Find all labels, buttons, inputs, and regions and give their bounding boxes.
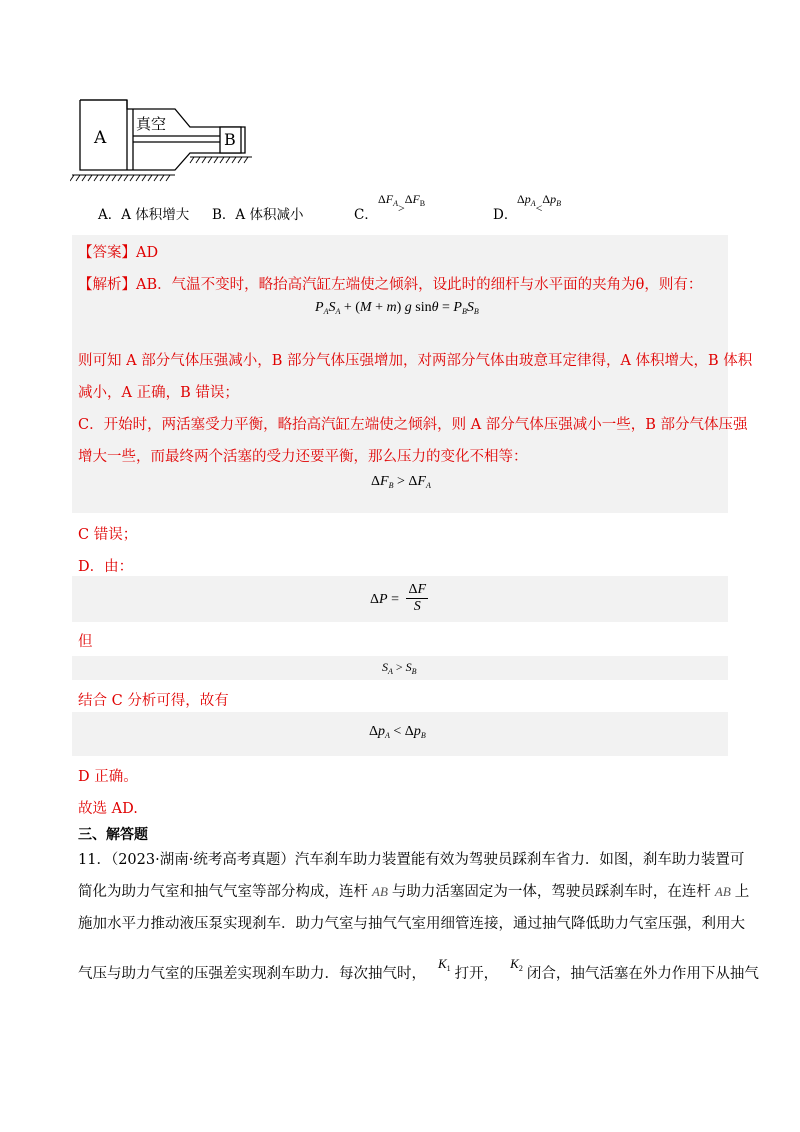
option-c (354, 203, 378, 223)
option-d-prefix: D． (493, 207, 518, 223)
equation-4: $S_A > S_B$ (382, 660, 417, 676)
option-b: B．A 体积减小 (212, 207, 304, 223)
analysis-line-2: 则可知 A 部分气体压强减小，B 部分气体压强增加，对两部分气体由玻意耳定律得，A 体积增大，B 体积 (78, 353, 753, 369)
equation-3: ΔP = $\frac{\Delta F}{S}$ (370, 582, 427, 614)
answer-text: 【答案】AD (78, 245, 159, 261)
choose-text: 故选 AD. (78, 801, 138, 817)
combine-text: 结合 C 分析可得，故有 (78, 693, 229, 709)
option-a: A．A 体积增大 (98, 207, 190, 223)
valve-k2-label: $K_2$ (510, 956, 523, 973)
q11-line-2-a: 简化为助力气室和抽气气室等部分构成，连杆 (78, 884, 368, 900)
rod-ab-label: AB (372, 884, 388, 899)
q11-line-2-c: 上 (734, 884, 750, 900)
figure-label-b: B (224, 130, 236, 149)
option-c-formula: $\Delta F_A>\Delta F_B$ (378, 192, 426, 215)
option-c-prefix: C． (354, 207, 378, 223)
q11-line-1: 11．（2023·湖南·统考高考真题）汽车刹车助力装置能有效为驾驶员踩刹车省力．如图，刹车助力装置可 (78, 852, 745, 868)
analysis-line-5: 增大一些，而最终两个活塞的受力还要平衡，那么压力的变化不相等： (78, 449, 528, 465)
q11-line-3: 施加水平力推动液压泵实现刹车．助力气室与抽气气室用细管连接，通过抽气降低助力气室压强，利用大 (78, 916, 745, 932)
figure-label-vacuum: 真空 (136, 115, 167, 133)
figure-label-a: A (94, 128, 107, 148)
section-title: 三、解答题 (78, 827, 148, 843)
analysis-line-1: 【解析】AB．气温不变时，略抬高汽缸左端使之倾斜，设此时的细杆与水平面的夹角为θ，则有： (78, 277, 703, 293)
q11-line-4-a: 气压与助力气室的压强差实现刹车助力．每次抽气时， (78, 966, 426, 982)
analysis-line-4: C．开始时，两活塞受力平衡，略抬高汽缸左端使之倾斜，则 A 部分气体压强减小一些，B 部分气体压强 (78, 417, 748, 433)
but-text: 但 (78, 634, 93, 650)
valve-k1-label: $K_1$ (438, 956, 451, 973)
q11-line-4-c: 闭合，抽气活塞在外力作用下从抽气 (526, 966, 759, 982)
q11-line-2-b: 与助力活塞固定为一体，驾驶员踩刹车时，在连杆 (391, 884, 711, 900)
equation-1: $P_AS_A + (M + m)$ g $\sin\theta = P_BS_B$ (315, 300, 479, 316)
d-right-text: D 正确。 (78, 769, 138, 785)
option-d-formula: $\Delta p_A<\Delta p_B$ (517, 192, 561, 215)
analysis-line-3: 减小，A 正确，B 错误； (78, 385, 239, 401)
rod-ab-label-2: AB (714, 884, 731, 899)
equation-2: $\Delta F_B > \Delta F_A$ (371, 474, 431, 490)
q11-line-4-b: 打开， (454, 966, 499, 982)
d-by-text: D．由： (78, 559, 134, 575)
q11-line-4 (78, 956, 759, 988)
c-wrong-text: C 错误； (78, 527, 138, 543)
option-d (493, 203, 517, 223)
equation-5: $\Delta p_A < \Delta p_B$ (369, 724, 426, 740)
q11-line-2 (78, 883, 749, 901)
